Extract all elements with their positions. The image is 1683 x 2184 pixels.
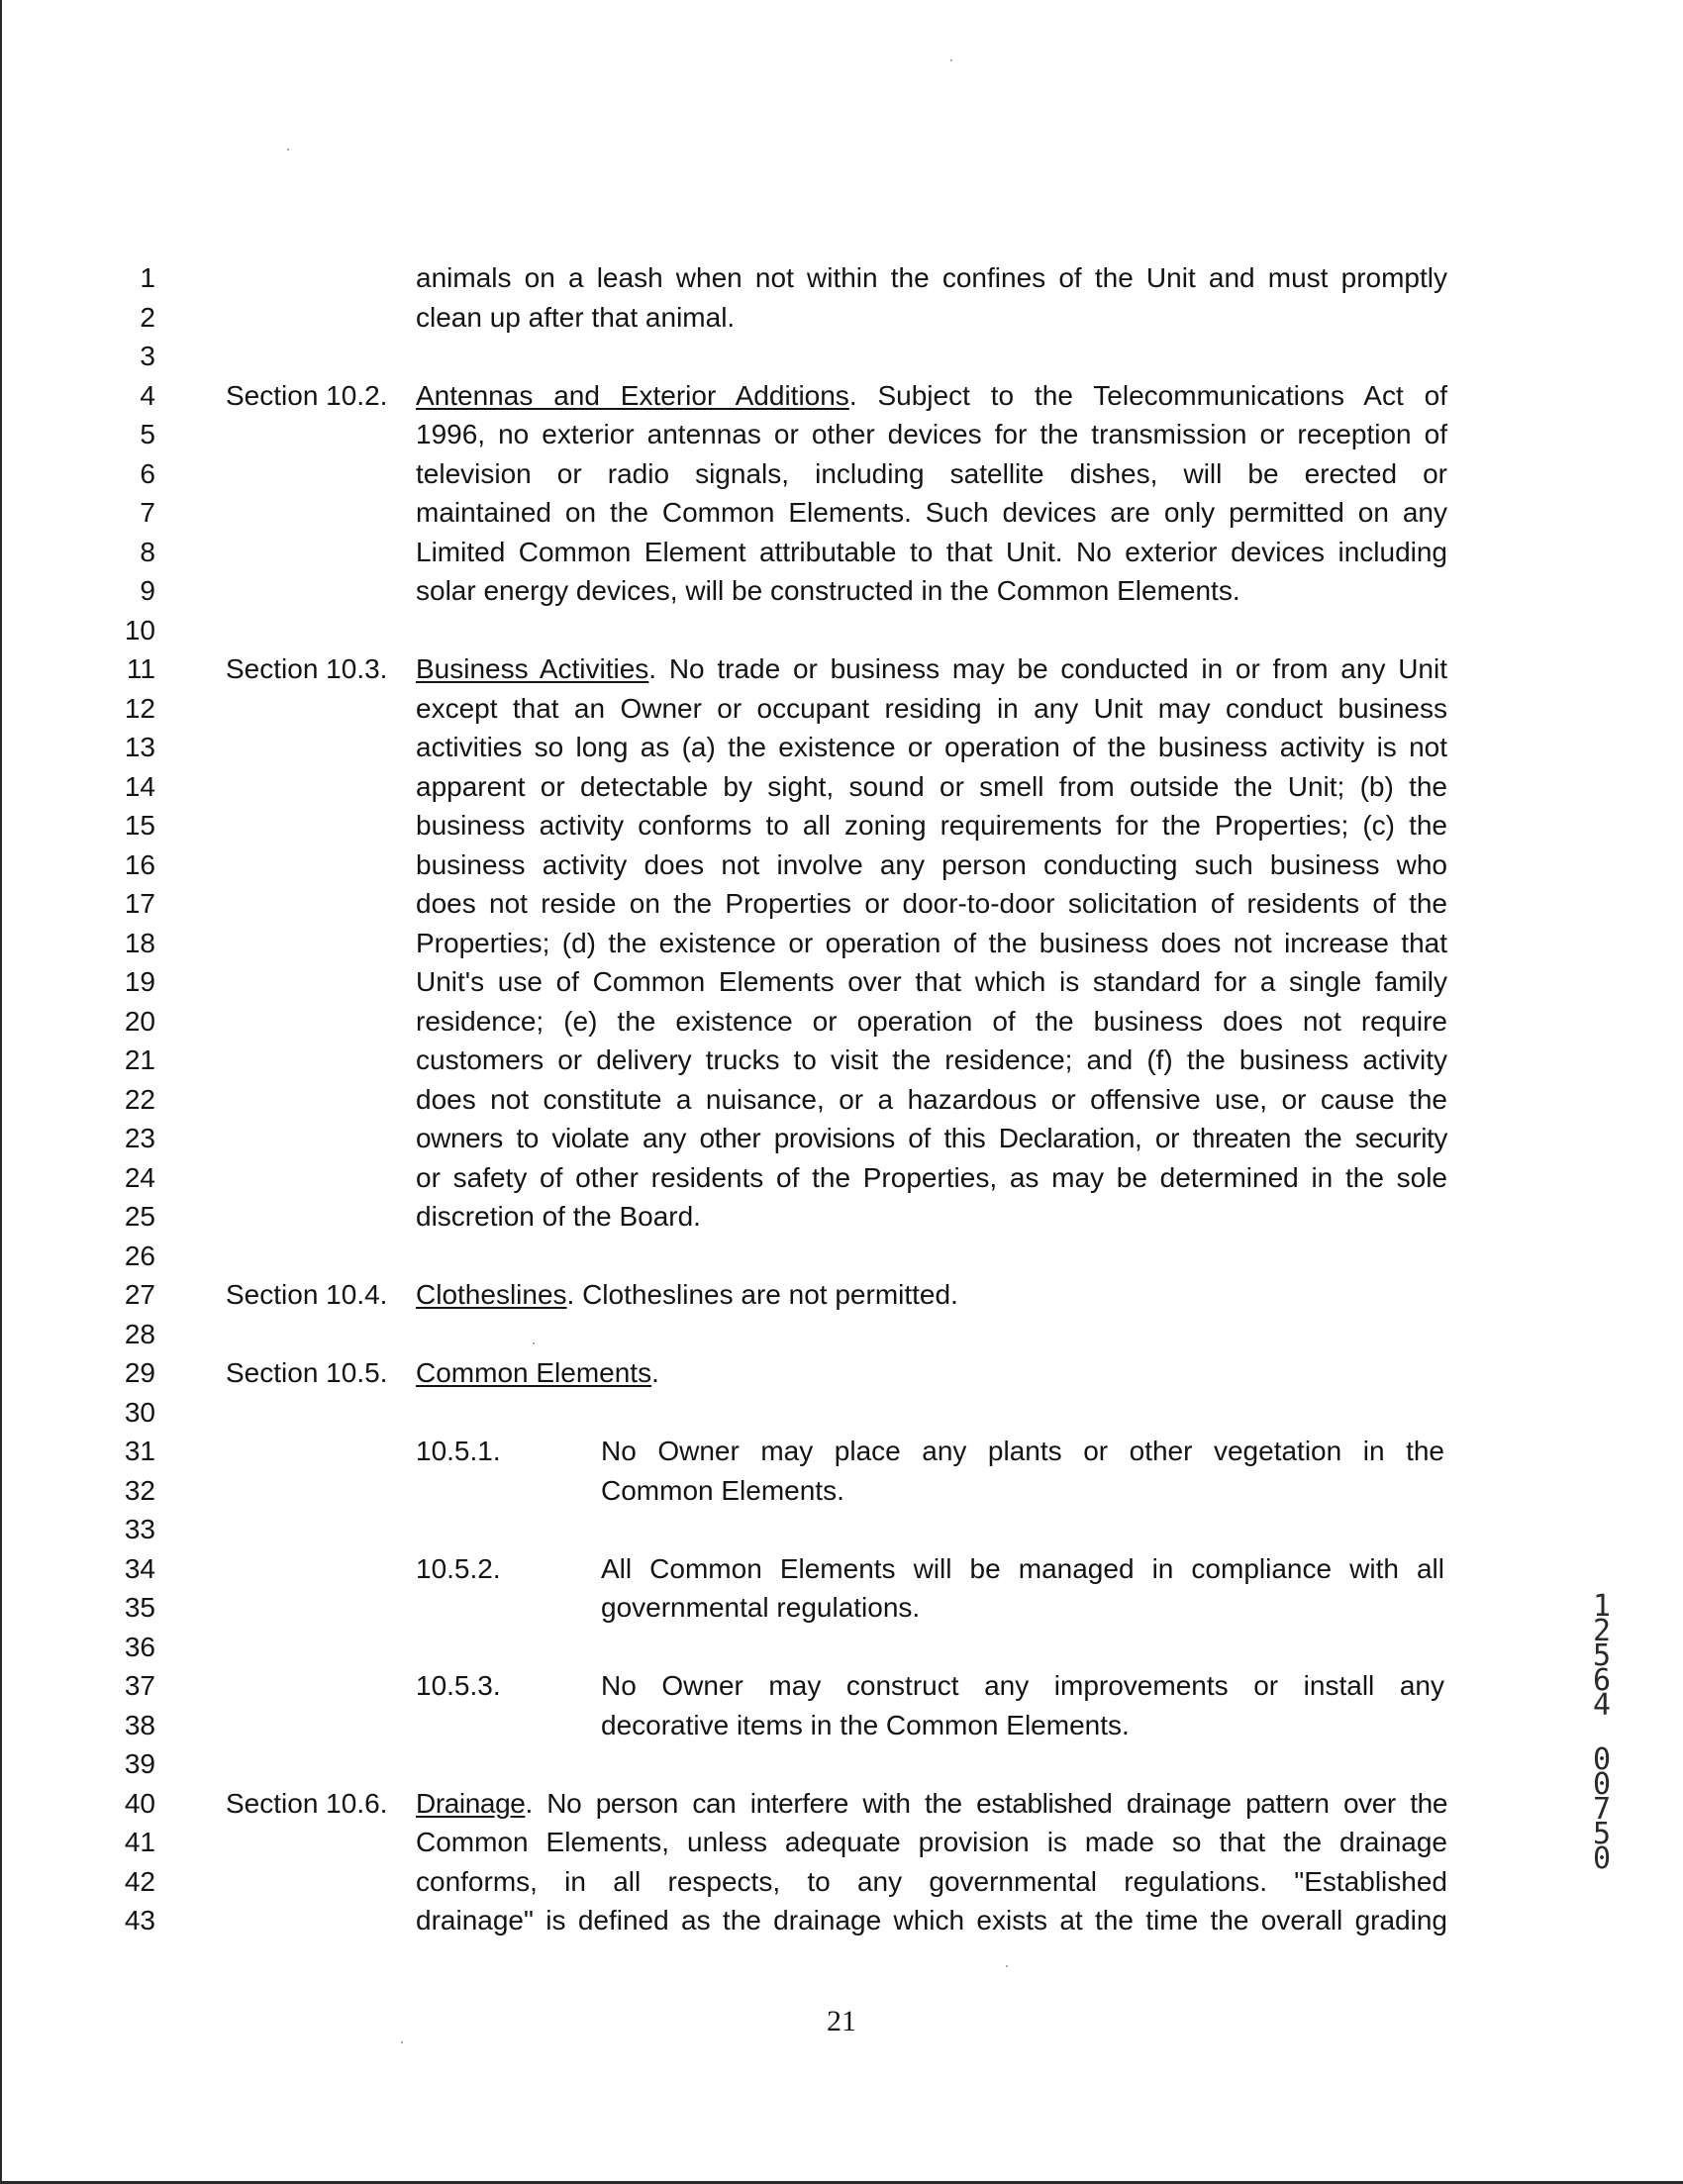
body-text: conforms, in all respects, to any governmental regulations. "Established [416,1866,1447,1897]
document-line [0,1041,1683,1080]
body-text [416,1353,1447,1393]
body-text: animals on a leash when not within the confines of the Unit and must promptly [416,262,1447,293]
body-text: residence; (e) the existence or operation of the business does not require [416,1006,1447,1037]
line-number: 14 [124,771,155,802]
line-number: 36 [124,1632,155,1662]
line-number: 29 [124,1357,155,1388]
stamp-digit: 0 [1592,1841,1612,1876]
body-text: maintained on the Common Elements. Such devices are only permitted on any [416,497,1447,528]
line-number: 26 [124,1241,155,1271]
body-text: . Subject to the Telecommunications Act of [848,380,1448,411]
document-line [0,1588,1683,1628]
document-line [0,1744,1683,1784]
line-number: 34 [124,1553,155,1584]
document-line [0,1432,1683,1471]
body-text: Properties; (d) the existence or operation of the business does not increase that [416,928,1447,958]
body-text: Common Elements. [601,1475,844,1506]
line-number: 2 [140,302,155,333]
body-text: apparent or detectable by sight, sound or smell from outside the Unit; (b) the [416,771,1447,802]
stamp-digit: 0 [1592,1767,1612,1802]
section-label: Section 10.5. [226,1357,388,1388]
body-text [416,649,1447,689]
line-number: 21 [124,1044,155,1075]
document-line [0,1862,1683,1902]
stamp-digit: 0 [1592,1742,1612,1777]
body-text: solar energy devices, will be constructed in the Common Elements. [416,575,1240,606]
body-text [416,1784,1447,1824]
document-line [0,728,1683,767]
section-label: Section 10.4. [226,1279,388,1310]
body-text: . [651,1357,659,1388]
body-text: does not reside on the Properties or door-to-door solicitation of residents of the [416,888,1447,919]
line-number: 28 [124,1319,155,1349]
body-text: decorative items in the Common Elements. [601,1710,1130,1740]
document-line [0,884,1683,924]
stamp-digit: 5 [1592,1638,1612,1673]
body-text: activities so long as (a) the existence or operation of the business activity is not [416,732,1447,762]
section-label: Section 10.3. [226,653,388,684]
line-number: 6 [140,458,155,489]
document-line [0,493,1683,533]
body-text: Unit's use of Common Elements over that which is standard for a single family [416,966,1447,997]
line-number: 15 [124,810,155,841]
document-line [0,415,1683,454]
document-line [0,1784,1683,1827]
document-line [0,1353,1683,1393]
line-number: 13 [124,732,155,762]
line-number: 1 [140,262,155,293]
document-line [0,1549,1683,1589]
section-label: Section 10.2. [226,380,388,411]
body-text: governmental regulations. [601,1592,921,1623]
document-line [0,1628,1683,1673]
side-stamp [1582,1589,1622,1876]
document-line [0,258,1683,298]
document-line [0,924,1683,963]
stamp-digit: 7 [1592,1792,1612,1827]
line-number: 9 [140,575,155,606]
document-line [0,1158,1683,1198]
line-number: 41 [124,1827,155,1857]
line-number: 19 [124,966,155,997]
document-line [0,1119,1683,1158]
document-line [0,571,1683,611]
line-number: 30 [124,1397,155,1428]
body-text: clean up after that animal. [416,302,736,333]
subsection-number: 10.5.1. [416,1436,501,1466]
line-number: 32 [124,1475,155,1506]
body-text: television or radio signals, including satellite dishes, will be erected or [416,458,1447,489]
body-text: All Common Elements will be managed in compliance with all [601,1553,1444,1584]
line-number: 3 [140,341,155,371]
document-line [0,298,1683,338]
body-text: business activity does not involve any person conducting such business who [416,849,1447,880]
body-text: No Owner may construct any improvements or install any [601,1670,1444,1701]
line-number: 12 [124,693,155,724]
body-text [416,376,1447,416]
document-line [0,962,1683,1002]
line-number: 35 [124,1592,155,1623]
section-heading: Clotheslines [416,1279,567,1310]
stamp-digit: 1 [1592,1589,1612,1624]
line-number: 40 [124,1788,155,1819]
body-text [416,1275,1447,1315]
document-line [0,767,1683,807]
line-number: 16 [124,849,155,880]
line-number: 33 [124,1514,155,1544]
body-text: drainage" is defined as the drainage which exists at the time the overall grading [416,1905,1447,1936]
scan-speck [950,59,952,61]
subsection-number: 10.5.3. [416,1670,501,1701]
body-text: does not constitute a nuisance, or a hazardous or offensive use, or cause the [416,1084,1447,1115]
document-line [0,1237,1683,1276]
line-number: 20 [124,1006,155,1037]
body-text: business activity conforms to all zoning requirements for the Properties; (c) the [416,810,1447,841]
line-number: 37 [124,1670,155,1701]
line-number: 4 [140,380,155,411]
body-text: or safety of other residents of the Properties, as may be determined in the sole [416,1162,1447,1193]
scan-speck [1006,1965,1008,1967]
stamp-digit: 5 [1592,1817,1612,1851]
document-line [0,649,1683,689]
document-line [0,611,1683,650]
line-number: 43 [124,1905,155,1936]
line-number: 23 [124,1123,155,1153]
document-line [0,376,1683,416]
document-line [0,1275,1683,1315]
body-text: . No person can interfere with the established drainage pattern over the [525,1788,1447,1819]
body-text: owners to violate any other provisions of this Declaration, or threaten the security [416,1123,1447,1153]
stamp-digit: 6 [1592,1663,1612,1698]
page-number: 21 [827,2005,856,2037]
document-line [0,1471,1683,1511]
line-number: 7 [140,497,155,528]
line-number: 18 [124,928,155,958]
document-line [0,1901,1683,1940]
document-line [0,1315,1683,1354]
document-line [0,337,1683,376]
subsection-number: 10.5.2. [416,1553,501,1584]
line-number: 8 [140,537,155,567]
section-heading: Antennas and Exterior Additions [416,380,849,411]
document-line [0,1817,1683,1862]
body-text: . Clotheslines are not permitted. [566,1279,958,1310]
line-number: 38 [124,1710,155,1740]
document-line [0,1663,1683,1706]
body-text: Limited Common Element attributable to that Unit. No exterior devices including [416,537,1447,567]
section-heading: Drainage [416,1788,526,1819]
document-line [0,533,1683,572]
line-number: 25 [124,1201,155,1232]
line-number: 17 [124,888,155,919]
document-line [0,806,1683,845]
line-number: 10 [124,615,155,645]
document-line [0,1080,1683,1120]
document-line [0,845,1683,885]
body-text: Common Elements, unless adequate provision is made so that the drainage [416,1827,1447,1857]
document-line [0,1002,1683,1042]
line-number: 5 [140,419,155,449]
scan-speck [401,2041,403,2043]
document-line [0,1393,1683,1433]
line-number: 39 [124,1748,155,1779]
document-line [0,1706,1683,1745]
body-text: . No trade or business may be conducted in or from any Unit [648,653,1447,684]
line-number: 27 [124,1279,155,1310]
document-line [0,1197,1683,1237]
document-line [0,454,1683,494]
section-heading: Business Activities [416,653,649,684]
line-number: 31 [124,1436,155,1466]
stamp-digit: 2 [1592,1614,1612,1648]
section-heading: Common Elements [416,1357,652,1388]
stamp-digit: 4 [1592,1688,1612,1723]
line-number: 42 [124,1866,155,1897]
document-line [0,689,1683,729]
body-text: discretion of the Board. [416,1201,701,1232]
line-number: 24 [124,1162,155,1193]
body-text: customers or delivery trucks to visit the residence; and (f) the business activity [416,1044,1447,1075]
line-number: 11 [126,653,155,684]
body-text: No Owner may place any plants or other vegetation in the [601,1436,1444,1466]
line-number: 22 [124,1084,155,1115]
section-label: Section 10.6. [226,1788,388,1819]
scan-speck [287,149,289,150]
body-text: except that an Owner or occupant residing in any Unit may conduct business [416,693,1447,724]
body-text: 1996, no exterior antennas or other devices for the transmission or reception of [416,419,1447,449]
document-line [0,1510,1683,1549]
